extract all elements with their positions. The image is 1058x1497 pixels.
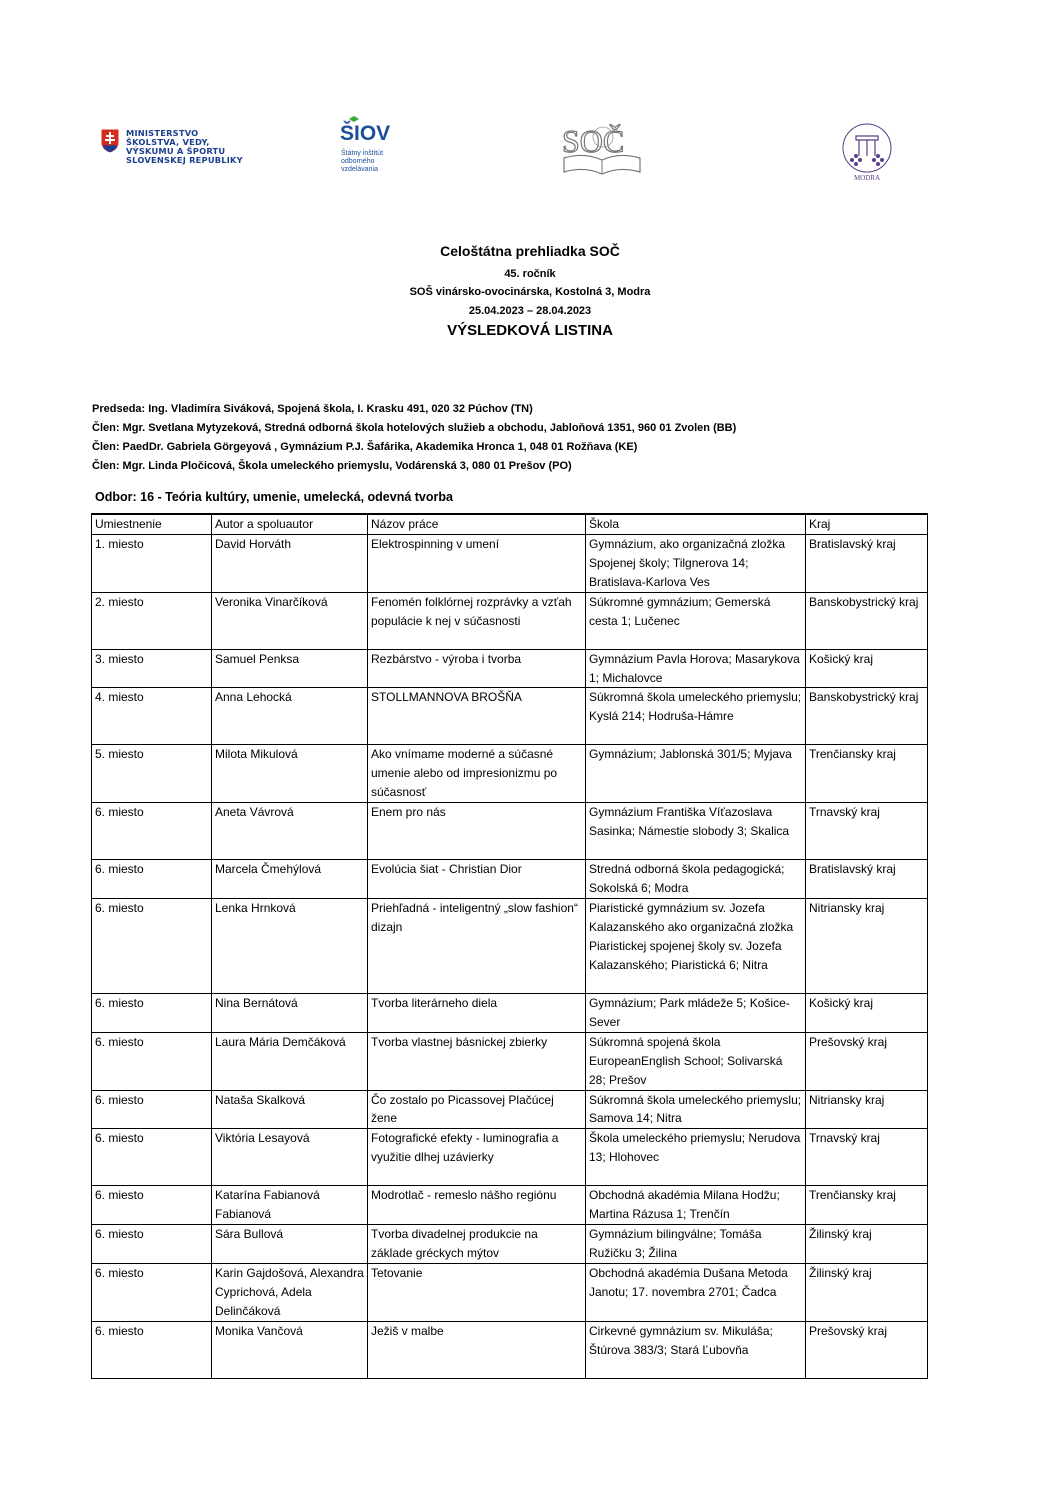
siov-subtitle-line: Štátny inštitút <box>341 150 384 157</box>
placement-cell: 3. miesto <box>92 649 212 688</box>
placement-cell: 6. miesto <box>92 1321 212 1378</box>
modra-text: MODRA <box>853 174 881 182</box>
school-cell: Gymnázium; Park mládeže 5; Košice-Sever <box>586 993 806 1032</box>
region-cell: Bratislavský kraj <box>806 534 928 592</box>
ministry-line: SLOVENSKEJ REPUBLIKY <box>126 155 243 165</box>
work-title-cell: STOLLMANNOVA BROŠŇA <box>368 688 586 745</box>
work-title-cell: Evolúcia šiat - Christian Dior <box>368 860 586 899</box>
school-cell: Piaristické gymnázium sv. Jozefa Kalazanského ako organizačná zložka Piaristickej spojenej školy sv. Jozefa Kalazanského; Piaristická 6; Nitra <box>586 898 806 993</box>
region-cell: Banskobystrický kraj <box>806 688 928 745</box>
school-cell: Škola umeleckého priemyslu; Nerudova 13; Hlohovec <box>586 1129 806 1186</box>
slovak-crest-icon <box>100 128 120 154</box>
author-cell: Viktória Lesayová <box>212 1129 368 1186</box>
table-row <box>92 1186 928 1225</box>
work-title-cell: Rezbárstvo - výroba i tvorba <box>368 649 586 688</box>
school-cell: Obchodná akadémia Dušana Metoda Janotu; 17. novembra 2701; Čadca <box>586 1263 806 1321</box>
table-row <box>92 1225 928 1264</box>
placement-cell: 6. miesto <box>92 860 212 899</box>
author-cell: Anna Lehocká <box>212 688 368 745</box>
table-row <box>92 534 928 592</box>
placement-cell: 6. miesto <box>92 803 212 860</box>
author-cell: Katarína Fabianová Fabianová <box>212 1186 368 1225</box>
placement-cell: 6. miesto <box>92 898 212 993</box>
table-row <box>92 1090 928 1129</box>
table-row <box>92 688 928 745</box>
work-title-cell: Ježiš v malbe <box>368 1321 586 1378</box>
header-author: Autor a spoluautor <box>212 514 368 534</box>
school-cell: Súkromná spojená škola EuropeanEnglish School; Solivarská 28; Prešov <box>586 1032 806 1090</box>
table-row <box>92 592 928 649</box>
header-placement: Umiestnenie <box>92 514 212 534</box>
work-title-cell: Enem pro nás <box>368 803 586 860</box>
work-title-cell: Tvorba literárneho diela <box>368 993 586 1032</box>
placement-cell: 5. miesto <box>92 745 212 803</box>
school-cell: Súkromné gymnázium; Gemerská cesta 1; Lučenec <box>586 592 806 649</box>
school-cell: Gymnázium Františka Víťazoslava Sasinka; Námestie slobody 3; Skalica <box>586 803 806 860</box>
svg-text:SOČ: SOČ <box>562 123 625 159</box>
region-cell: Košický kraj <box>806 993 928 1032</box>
author-cell: Aneta Vávrová <box>212 803 368 860</box>
work-title-cell: Elektrospinning v umení <box>368 534 586 592</box>
region-cell: Trenčiansky kraj <box>806 1186 928 1225</box>
results-body <box>92 534 928 1378</box>
siov-subtitle-line: odborného <box>341 158 375 165</box>
table-row <box>92 745 928 803</box>
placement-cell: 6. miesto <box>92 1186 212 1225</box>
header-school: Škola <box>586 514 806 534</box>
placement-cell: 6. miesto <box>92 1225 212 1264</box>
modra-logo <box>832 122 902 182</box>
placement-cell: 6. miesto <box>92 993 212 1032</box>
table-row <box>92 1321 928 1378</box>
school-cell: Gymnázium, ako organizačná zložka Spojenej školy; Tilgnerova 14; Bratislava-Karlova Ves <box>586 534 806 592</box>
school-cell: Gymnázium bilingválne; Tomáša Ružičku 3; Žilina <box>586 1225 806 1264</box>
author-cell: Marcela Čmehýlová <box>212 860 368 899</box>
placement-cell: 6. miesto <box>92 1090 212 1129</box>
author-cell: Karin Gajdošová, Alexandra Cyprichová, Adela Delinčáková <box>212 1263 368 1321</box>
soc-logo <box>558 120 648 180</box>
author-cell: Laura Mária Demčáková <box>212 1032 368 1090</box>
jury-member: Člen: PaedDr. Gabriela Görgeyová , Gymnázium P.J. Šafárika, Akademika Hronca 1, 048 01 Rožňava (KE) <box>92 441 638 453</box>
region-cell: Prešovský kraj <box>806 1032 928 1090</box>
work-title-cell: Tvorba divadelnej produkcie na základe gréckych mýtov <box>368 1225 586 1264</box>
work-title-cell: Modrotlač - remeslo nášho regiónu <box>368 1186 586 1225</box>
placement-cell: 2. miesto <box>92 592 212 649</box>
author-cell: Sára Bullová <box>212 1225 368 1264</box>
table-row <box>92 649 928 688</box>
placement-cell: 6. miesto <box>92 1263 212 1321</box>
region-cell: Trenčiansky kraj <box>806 745 928 803</box>
grape-crest-icon <box>832 122 902 182</box>
book-icon <box>558 120 648 180</box>
placement-cell: 4. miesto <box>92 688 212 745</box>
section-title: Odbor: 16 - Teória kultúry, umenie, umelecká, odevná tvorba <box>95 490 453 504</box>
siov-logo <box>340 118 430 178</box>
region-cell: Bratislavský kraj <box>806 860 928 899</box>
placement-cell: 6. miesto <box>92 1032 212 1090</box>
author-cell: David Horváth <box>212 534 368 592</box>
ministry-line: ŠKOLSTVA, VEDY, <box>126 137 210 147</box>
author-cell: Lenka Hrnková <box>212 898 368 993</box>
region-cell: Trnavský kraj <box>806 803 928 860</box>
work-title-cell: Priehľadná - inteligentný „slow fashion“ dizajn <box>368 898 586 993</box>
edition-year: 45. ročník <box>504 268 556 280</box>
jury-member: Člen: Mgr. Linda Pločicová, Škola umeleckého priemyslu, Vodárenská 3, 080 01 Prešov (PO) <box>92 460 572 472</box>
work-title-cell: Čo zostalo po Picassovej Plačúcej žene <box>368 1090 586 1129</box>
results-table <box>91 513 928 1379</box>
school-cell: Súkromná škola umeleckého priemyslu; Kyslá 214; Hodruša-Hámre <box>586 688 806 745</box>
region-cell: Nitriansky kraj <box>806 1090 928 1129</box>
school-cell: Gymnázium; Jablonská 301/5; Myjava <box>586 745 806 803</box>
table-row <box>92 1263 928 1321</box>
work-title-cell: Fenomén folklórnej rozprávky a vzťah populácie k nej v súčasnosti <box>368 592 586 649</box>
event-dates: 25.04.2023 – 28.04.2023 <box>468 305 592 317</box>
table-row <box>92 1032 928 1090</box>
author-cell: Nataša Skalková <box>212 1090 368 1129</box>
placement-cell: 1. miesto <box>92 534 212 592</box>
table-row <box>92 1129 928 1186</box>
author-cell: Samuel Penksa <box>212 649 368 688</box>
table-row <box>92 803 928 860</box>
siov-subtitle-line: vzdelávania <box>341 166 378 173</box>
work-title-cell: Ako vnímame moderné a súčasné umenie alebo od impresionizmu po súčasnosť <box>368 745 586 803</box>
header-work-title: Názov práce <box>368 514 586 534</box>
jury-chair: Predseda: Ing. Vladimíra Siváková, Spojená škola, I. Krasku 491, 020 32 Púchov (TN) <box>92 403 533 415</box>
author-cell: Monika Vančová <box>212 1321 368 1378</box>
ministry-logo <box>96 126 256 176</box>
school-cell: Stredná odborná škola pedagogická; Sokolská 6; Modra <box>586 860 806 899</box>
jury-member: Člen: Mgr. Svetlana Mytyzeková, Stredná odborná škola hotelových služieb a obchodu, Jabloňová 1351, 960 01 Zvolen (BB) <box>92 422 737 434</box>
ministry-line: MINISTERSTVO <box>126 128 199 138</box>
header-region: Kraj <box>806 514 928 534</box>
work-title-cell: Tetovanie <box>368 1263 586 1321</box>
document-title: VÝSLEDKOVÁ LISTINA <box>447 322 613 339</box>
venue: SOŠ vinársko-ovocinárska, Kostolná 3, Modra <box>409 286 651 298</box>
table-row <box>92 860 928 899</box>
author-cell: Nina Bernátová <box>212 993 368 1032</box>
table-header-row <box>92 514 928 534</box>
placement-cell: 6. miesto <box>92 1129 212 1186</box>
region-cell: Trnavský kraj <box>806 1129 928 1186</box>
school-cell: Cirkevné gymnázium sv. Mikuláša; Štúrova 383/3; Stará Ľubovňa <box>586 1321 806 1378</box>
author-cell: Veronika Vinarčíková <box>212 592 368 649</box>
author-cell: Milota Mikulová <box>212 745 368 803</box>
work-title-cell: Tvorba vlastnej básnickej zbierky <box>368 1032 586 1090</box>
region-cell: Košický kraj <box>806 649 928 688</box>
region-cell: Banskobystrický kraj <box>806 592 928 649</box>
region-cell: Nitriansky kraj <box>806 898 928 993</box>
school-cell: Gymnázium Pavla Horova; Masarykova 1; Michalovce <box>586 649 806 688</box>
siov-name: ŠIOV <box>340 122 391 145</box>
school-cell: Súkromná škola umeleckého priemyslu; Samova 14; Nitra <box>586 1090 806 1129</box>
region-cell: Prešovský kraj <box>806 1321 928 1378</box>
table-row <box>92 993 928 1032</box>
school-cell: Obchodná akadémia Milana Hodžu; Martina Rázusa 1; Trenčín <box>586 1186 806 1225</box>
region-cell: Žilinský kraj <box>806 1225 928 1264</box>
region-cell: Žilinský kraj <box>806 1263 928 1321</box>
ministry-line: VÝSKUMU A ŠPORTU <box>126 146 226 156</box>
table-row <box>92 898 928 993</box>
work-title-cell: Fotografické efekty - luminografia a využitie dlhej uzávierky <box>368 1129 586 1186</box>
page-title: Celoštátna prehliadka SOČ <box>440 243 620 259</box>
